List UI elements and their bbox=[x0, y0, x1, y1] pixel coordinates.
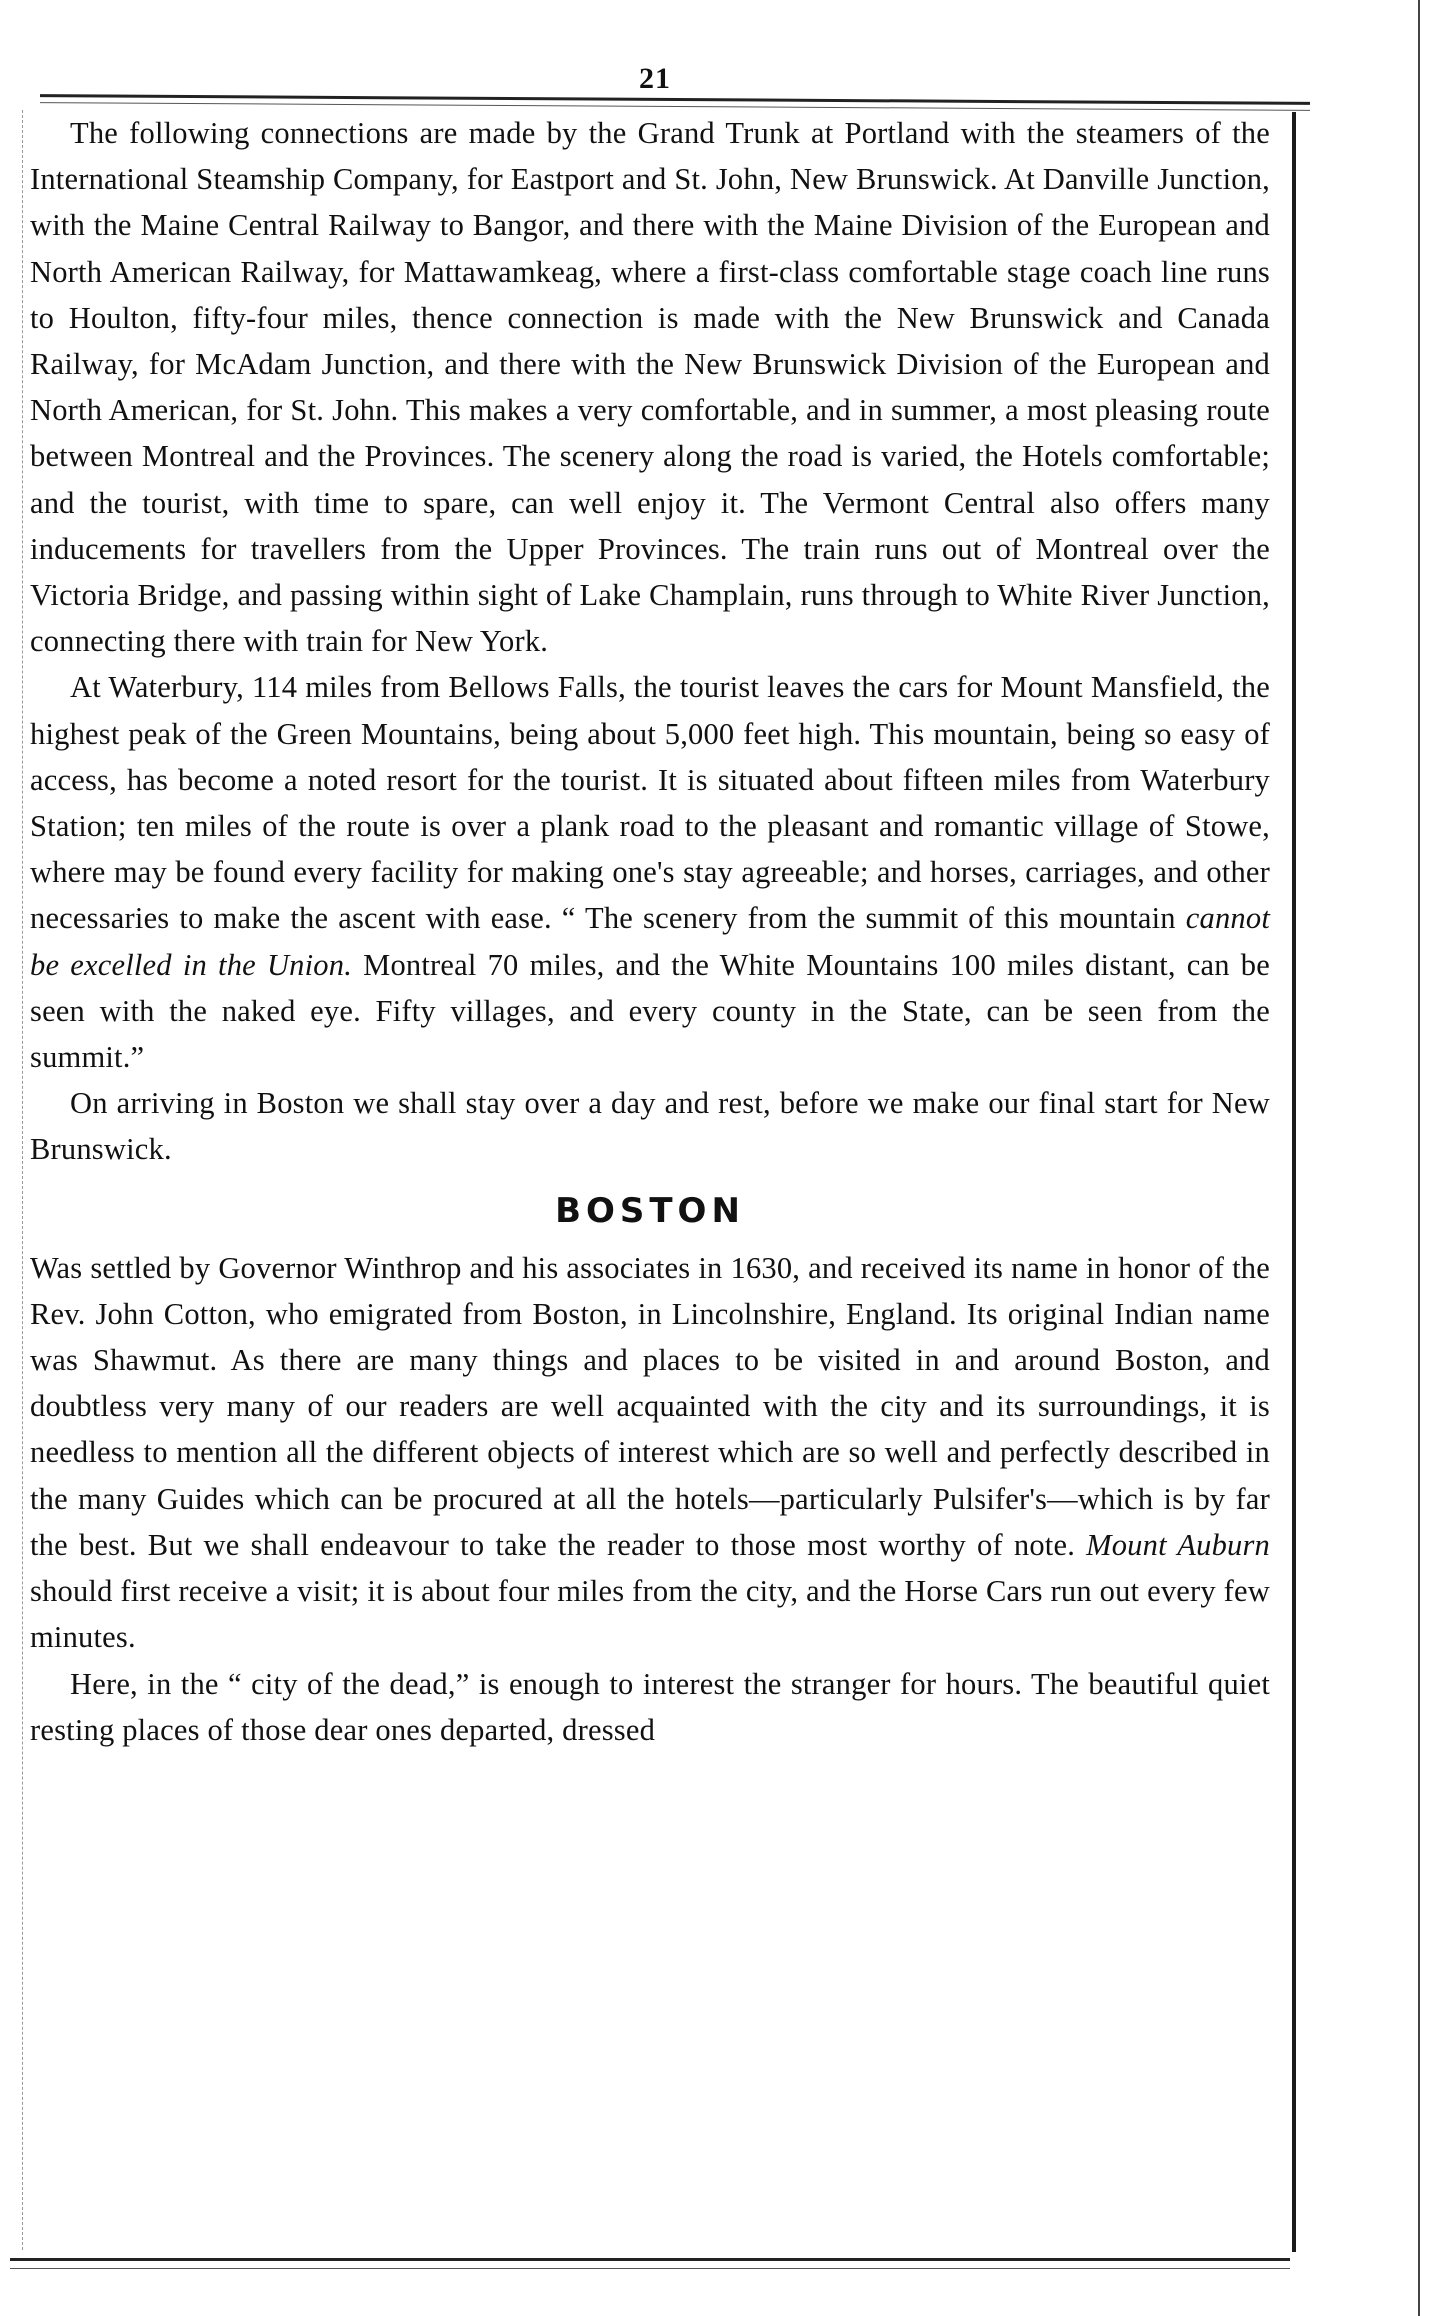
bottom-border-rule-inner bbox=[10, 2268, 1290, 2269]
paragraph-arriving-boston bbox=[30, 1080, 1270, 1172]
italic-phrase: cannot be excelled in the Union. bbox=[30, 901, 1270, 982]
paragraph-waterbury bbox=[30, 664, 1270, 1080]
page-number: 21 bbox=[639, 62, 671, 95]
paragraph-text: The following connections are made by the Grand Trunk at Portland with the steamers of the International Steamship Company, for Eastport and St. John, New Brunswick. At Danville Junction, with the Maine Central Railway to Bangor, and there with the Maine Division of the European and North American Railway, for Mattawamkeag, where a first-class comfortable stage coach line runs to Houlton, fifty-four miles, thence connection is made with the New Brunswick and Canada Railway, for McAdam Junction, and there with the New Brunswick Division of the European and North American, for St. John. This makes a very comfortable, and in summer, a most pleasing route between Montreal and the Provinces. The scenery along the road is varied, the Hotels comfortable; and the tourist, with time to spare, can well enjoy it. The Vermont Central also offers many inducements for travellers from the Upper Provinces. The train runs out of Montreal over the Victoria Bridge, and passing within sight of Lake Champlain, runs through to White River Junction, connecting there with train for New York. bbox=[30, 116, 1270, 659]
paragraph-text: At Waterbury, 114 miles from Bellows Falls, the tourist leaves the cars for Mount Mansfield, the highest peak of the Green Mountains, being about 5,000 feet high. This mountain, being so easy of access, has become a noted resort for the tourist. It is situated about fifteen miles from Waterbury Station; ten miles of the route is over a plank road to the pleasant and romantic village of Stowe, where may be found every facility for making one's stay agreeable; and horses, carriages, and other necessaries to make the ascent with ease. “ The scenery from the summit of this mountain bbox=[30, 670, 1270, 936]
section-heading-boston: BOSTON bbox=[555, 1190, 745, 1231]
text-column bbox=[30, 110, 1270, 1753]
paragraph-text: Was settled by Governor Winthrop and his associates in 1630, and received its name in honor of the Rev. John Cotton, who emigrated from Boston, in Lincolnshire, England. Its original Indian name was Shawmut. As there are many things and places to be visited in and around Boston, and doubtless very many of our readers are well acquainted with the city and its surroundings, it is needless to mention all the different objects of interest which are so well and perfectly described in the many Guides which can be procured at all the hotels—particularly Pulsifer's—which is by far the best. But we shall endeavour to take the reader to those most worthy of note. bbox=[30, 1250, 1270, 1562]
italic-phrase: Mount Auburn bbox=[1086, 1527, 1270, 1562]
paragraph-connections bbox=[30, 110, 1270, 664]
paragraph-boston-history bbox=[30, 1245, 1270, 1661]
right-border-rule bbox=[1292, 112, 1296, 2252]
bottom-border-rule bbox=[10, 2258, 1290, 2261]
page-edge-line bbox=[1418, 0, 1420, 2316]
paragraph-text: Here, in the “ city of the dead,” is enough to interest the stranger for hours. The beautiful quiet resting places of those dear ones departed, dressed bbox=[30, 1666, 1270, 1747]
paragraph-text: Montreal 70 miles, and the White Mountains 100 miles distant, can be seen with the naked eye. Fifty villages, and every county in the State, can be seen from the summit.” bbox=[30, 947, 1270, 1075]
left-border-rule bbox=[22, 110, 23, 2250]
paragraph-city-of-dead bbox=[30, 1661, 1270, 1753]
paragraph-text: should first receive a visit; it is about four miles from the city, and the Horse Cars run out every few minutes. bbox=[30, 1574, 1270, 1655]
paragraph-text: On arriving in Boston we shall stay over a day and rest, before we make our final start for New Brunswick. bbox=[30, 1086, 1270, 1167]
